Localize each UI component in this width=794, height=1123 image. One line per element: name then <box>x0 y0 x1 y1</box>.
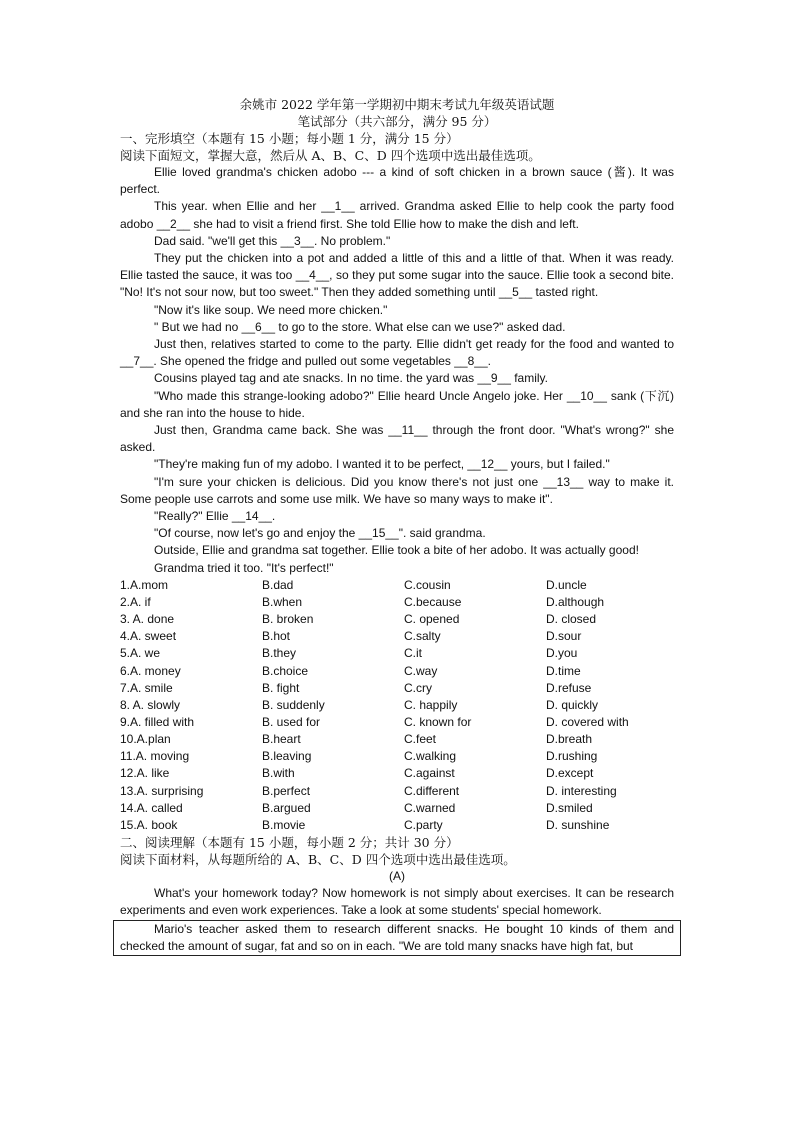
option-d: D. sunshine <box>546 817 610 832</box>
option-row <box>120 611 674 628</box>
cloze-paragraph: Cousins played tag and ate snacks. In no time. the yard was __9__ family. <box>154 371 548 386</box>
option-b: B. fight <box>262 680 300 695</box>
option-b: B.dad <box>262 577 294 592</box>
option-row <box>120 577 674 594</box>
option-d: D.breath <box>546 732 593 747</box>
option-c: C.different <box>404 783 460 798</box>
option-a: 5.A. we <box>120 646 161 661</box>
option-row <box>120 628 674 645</box>
option-a: 9.A. filled with <box>120 715 195 729</box>
cloze-paragraph: " But we had no __6__ to go to the store. What else can we use?" asked dad. <box>154 319 566 334</box>
cloze-paragraph: Just then, Grandma came back. She was __11__ through the front door. "What's wrong?" she asked. <box>120 423 674 455</box>
option-d: D.time <box>546 663 581 678</box>
option-b: B.movie <box>262 817 306 832</box>
option-b: B.hot <box>262 629 291 644</box>
option-c: C.walking <box>404 749 457 764</box>
option-a: 6.A. money <box>120 663 181 678</box>
option-d: D. covered with <box>546 715 629 729</box>
option-row <box>120 731 674 748</box>
option-c: C.cry <box>404 680 432 695</box>
option-b: B.they <box>262 646 297 661</box>
option-c: C.against <box>404 766 455 781</box>
option-a: 14.A. called <box>120 800 183 815</box>
section2-instruction: 阅读下面材料，从每题所给的 A、B、C、D 四个选项中选出最佳选项。 <box>120 851 516 867</box>
cloze-paragraph: "Of course, now let's go and enjoy the __15__". said grandma. <box>154 526 486 541</box>
option-b: B. used for <box>262 715 321 729</box>
cloze-paragraph: Outside, Ellie and grandma sat together. Ellie took a bite of her adobo. It was actually good! <box>154 543 639 558</box>
option-d: D.although <box>546 595 605 610</box>
section1-instruction: 阅读下面短文，掌握大意，然后从 A、B、C、D 四个选项中选出最佳选项。 <box>120 148 541 163</box>
option-d: D.sour <box>546 629 582 644</box>
option-c: C.salty <box>404 629 441 644</box>
option-b: B.perfect <box>262 783 311 798</box>
option-d: D. interesting <box>546 783 617 798</box>
cloze-passage <box>120 164 674 577</box>
cloze-paragraph: "I'm sure your chicken is delicious. Did you know there's not just one __13__ way to make it. Some people use carrots and some use milk. We have so many ways to make it". <box>120 474 674 506</box>
option-row <box>120 748 674 765</box>
cloze-paragraph: "They're making fun of my adobo. I wanted it to be perfect, __12__ yours, but I failed." <box>154 457 610 472</box>
option-b: B.heart <box>262 732 301 747</box>
option-a: 15.A. book <box>120 817 178 832</box>
option-a: 7.A. smile <box>120 680 173 695</box>
option-row <box>120 817 674 834</box>
option-a: 13.A. surprising <box>120 783 204 798</box>
option-row <box>120 800 674 817</box>
option-row <box>120 714 674 731</box>
option-a: 12.A. like <box>120 766 170 781</box>
cloze-paragraph: Ellie loved grandma's chicken adobo --- a kind of soft chicken in a brown sauce (酱). It was perfect. <box>120 165 674 197</box>
option-c: C.warned <box>404 800 456 815</box>
option-c: C. opened <box>404 612 460 627</box>
exam-page <box>120 96 674 956</box>
option-b: B.argued <box>262 800 311 815</box>
cloze-paragraph: "Who made this strange-looking adobo?" Ellie heard Uncle Angelo joke. Her __10__ sank (下沉) and she ran into the house to hide. <box>120 388 674 420</box>
option-d: D. closed <box>546 612 597 627</box>
reading-boxed-paragraph: Mario's teacher asked them to research different snacks. He bought 10 kinds of them and checked the amount of sugar, fat and so on in each. "We are told many snacks have high fat, but <box>113 920 681 956</box>
option-row <box>120 697 674 714</box>
option-d: D. quickly <box>546 697 599 712</box>
option-b: B.choice <box>262 663 309 678</box>
option-c: C.party <box>404 817 443 832</box>
option-row <box>120 765 674 782</box>
option-b: B.when <box>262 595 303 610</box>
page-subtitle: 笔试部分（共六部分，满分 95 分） <box>297 114 497 129</box>
cloze-paragraph: Grandma tried it too. "It's perfect!" <box>154 560 334 575</box>
cloze-paragraph: Just then, relatives started to come to the party. Ellie didn't get ready for the food and wanted to __7__. She opened the fridge and pulled out some vegetables __8__. <box>120 337 674 369</box>
cloze-paragraph: "Now it's like soup. We need more chicken." <box>154 302 388 317</box>
option-c: C.cousin <box>404 577 451 592</box>
cloze-paragraph: Dad said. "we'll get this __3__. No problem." <box>154 233 391 248</box>
option-a: 3. A. done <box>120 612 175 627</box>
option-a: 1.A.mom <box>120 577 169 592</box>
section1-heading: 一、完形填空（本题有 15 小题；每小题 1 分，满分 15 分） <box>120 131 459 146</box>
option-d: D.you <box>546 646 578 661</box>
option-c: C.it <box>404 646 422 661</box>
option-c: C.feet <box>404 732 437 747</box>
option-b: B.with <box>262 766 295 781</box>
option-b: B. broken <box>262 612 314 627</box>
page-title: 余姚市 2022 学年第一学期初中期末考试九年级英语试题 <box>239 97 555 112</box>
option-c: C. happily <box>404 697 458 712</box>
option-row <box>120 680 674 697</box>
option-row <box>120 783 674 800</box>
option-a: 8. A. slowly <box>120 697 181 712</box>
option-a: 10.A.plan <box>120 732 171 747</box>
option-row <box>120 594 674 611</box>
option-d: D.uncle <box>546 577 587 592</box>
option-d: D.except <box>546 766 594 781</box>
passage-label: (A) <box>389 868 405 883</box>
option-c: C.because <box>404 595 462 610</box>
cloze-paragraph: They put the chicken into a pot and added a little of this and a little of that. When it was ready. Ellie tasted the sauce, it was too __4__, so they put some sugar into the sauce. Ellie took a second bite. "No! It's not sour now, but too sweet." Then they added something until __5__ tasted right. <box>120 251 674 300</box>
option-c: C. known for <box>404 715 472 729</box>
cloze-paragraph: "Really?" Ellie __14__. <box>154 509 276 524</box>
option-b: B. suddenly <box>262 697 325 712</box>
option-c: C.way <box>404 663 438 678</box>
option-d: D.refuse <box>546 680 592 695</box>
option-a: 2.A. if <box>120 595 151 610</box>
option-a: 11.A. moving <box>120 749 190 764</box>
option-d: D.smiled <box>546 800 593 815</box>
option-b: B.leaving <box>262 749 312 764</box>
option-row <box>120 663 674 680</box>
cloze-options <box>120 577 674 834</box>
section2-heading: 二、阅读理解（本题有 15 小题，每小题 2 分；共计 30 分） <box>120 834 459 850</box>
cloze-paragraph: This year. when Ellie and her __1__ arrived. Grandma asked Ellie to help cook the party food adobo __2__ she had to visit a friend first. She told Ellie how to make the dish and left. <box>120 199 674 231</box>
option-a: 4.A. sweet <box>120 629 177 644</box>
option-d: D.rushing <box>546 749 598 764</box>
reading-intro: What's your homework today? Now homework is not simply about exercises. It can be research experiments and even work experiences. Take a look at some students' special homework. <box>120 886 674 918</box>
option-row <box>120 645 674 662</box>
